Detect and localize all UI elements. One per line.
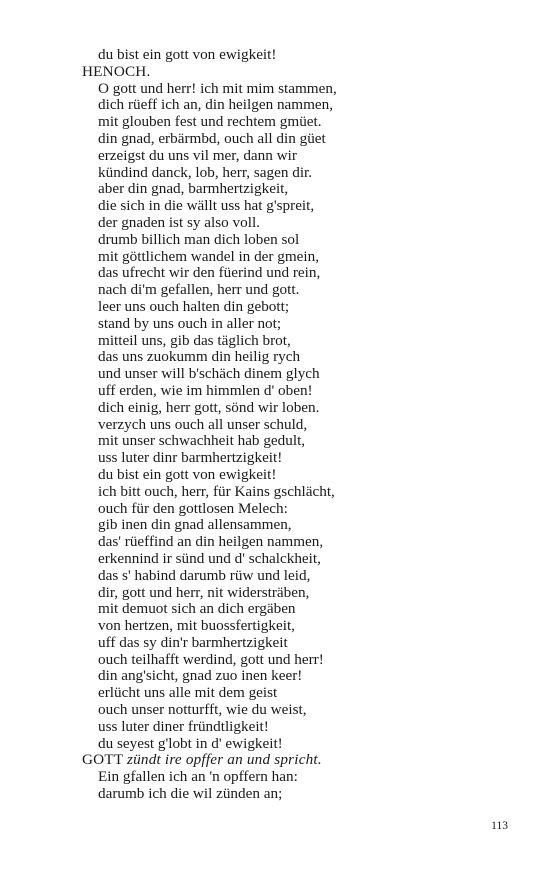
speaker-name: GOTT <box>82 751 124 769</box>
verse-line: ouch teilhafft werdind, gott und herr! <box>98 650 324 668</box>
verse-line: Ein gfallen ich an 'n opffern han: <box>98 768 298 786</box>
verse-line: din ang'sicht, gnad zuo inen keer! <box>98 667 303 685</box>
verse-line: mit göttlichem wandel in der gmein, <box>98 247 320 265</box>
verse-line: das' rüeffind an din heilgen nammen, <box>98 533 324 551</box>
verse-line: und unser will b'schäch dinem glych <box>98 365 320 383</box>
verse-line: gib inen din gnad allensammen, <box>98 516 292 534</box>
verse-line: das ufrecht wir den füerind und rein, <box>98 264 321 282</box>
page-number: 113 <box>491 820 508 832</box>
verse-line: das uns zuokumm din heilig rych <box>98 348 301 366</box>
verse-line: du bist ein gott von ewigkeit! <box>98 465 277 483</box>
verse-line: aber din gnad, barmhertzigkeit, <box>98 180 289 198</box>
verse-line: kündind danck, lob, herr, sagen dir. <box>98 163 313 181</box>
verse-line: von hertzen, mit buossfertigkeit, <box>98 617 295 635</box>
play-text <box>82 47 502 803</box>
speaker-with-stage-direction <box>82 752 502 769</box>
verse-line: erzeigst du uns vil mer, dann wir <box>98 146 297 164</box>
verse-line: uff das sy din'r barmhertzigkeit <box>98 633 288 651</box>
verse-line: du bist ein gott von ewigkeit! <box>98 46 277 63</box>
verse-line: die sich in die wällt uss hat g'spreit, <box>98 197 315 215</box>
verse-line: dich einig, herr gott, sönd wir loben. <box>98 398 320 416</box>
verse-line: uss luter dinr barmhertzigkeit! <box>98 449 283 467</box>
verse-line: ouch für den gottlosen Melech: <box>98 499 288 517</box>
verse-line: das s' habind darumb rüw und leid, <box>98 566 311 584</box>
verse-line: verzych uns ouch all unser schuld, <box>98 415 308 433</box>
verse-line: darumb ich die wil zünden an; <box>98 785 283 803</box>
verse-line: dir, gott und herr, nit widersträben, <box>98 583 310 601</box>
verse-line: din gnad, erbärmbd, ouch all din güet <box>98 129 326 147</box>
verse-line: erkennind ir sünd und d' schalckheit, <box>98 549 321 567</box>
verse-line: uss luter diner fründtligkeit! <box>98 717 269 735</box>
speaker-name: HENOCH. <box>82 62 151 80</box>
verse-line: mit demuot sich an dich ergäben <box>98 600 296 618</box>
stage-direction: zündt ire opffer an und spricht. <box>127 751 322 769</box>
verse-line: der gnaden ist sy also voll. <box>98 213 260 231</box>
verse-line: mitteil uns, gib das täglich brot, <box>98 331 291 349</box>
verse-line: mit unser schwachheit hab gedult, <box>98 432 306 450</box>
verse-line: ich bitt ouch, herr, für Kains gschlächt, <box>98 482 335 500</box>
verse-line: uff erden, wie im himmlen d' oben! <box>98 381 313 399</box>
verse-line: erlücht uns alle mit dem geist <box>98 684 278 702</box>
verse-line: mit glouben fest und rechtem gmüet. <box>98 113 322 131</box>
verse-line: leer uns ouch halten din gebott; <box>98 297 290 315</box>
verse-line: O gott und herr! ich mit mim stammen, <box>98 79 337 97</box>
verse-line: nach di'm gefallen, herr und gott. <box>98 281 300 299</box>
verse-line: ouch unser notturfft, wie du weist, <box>98 701 307 719</box>
verse-line: dich rüeff ich an, din heilgen nammen, <box>98 96 334 114</box>
verse-line: du seyest g'lobt in d' ewigkeit! <box>98 734 283 752</box>
verse-line: drumb billich man dich loben sol <box>98 230 300 248</box>
verse-line: stand by uns ouch in aller not; <box>98 314 282 332</box>
